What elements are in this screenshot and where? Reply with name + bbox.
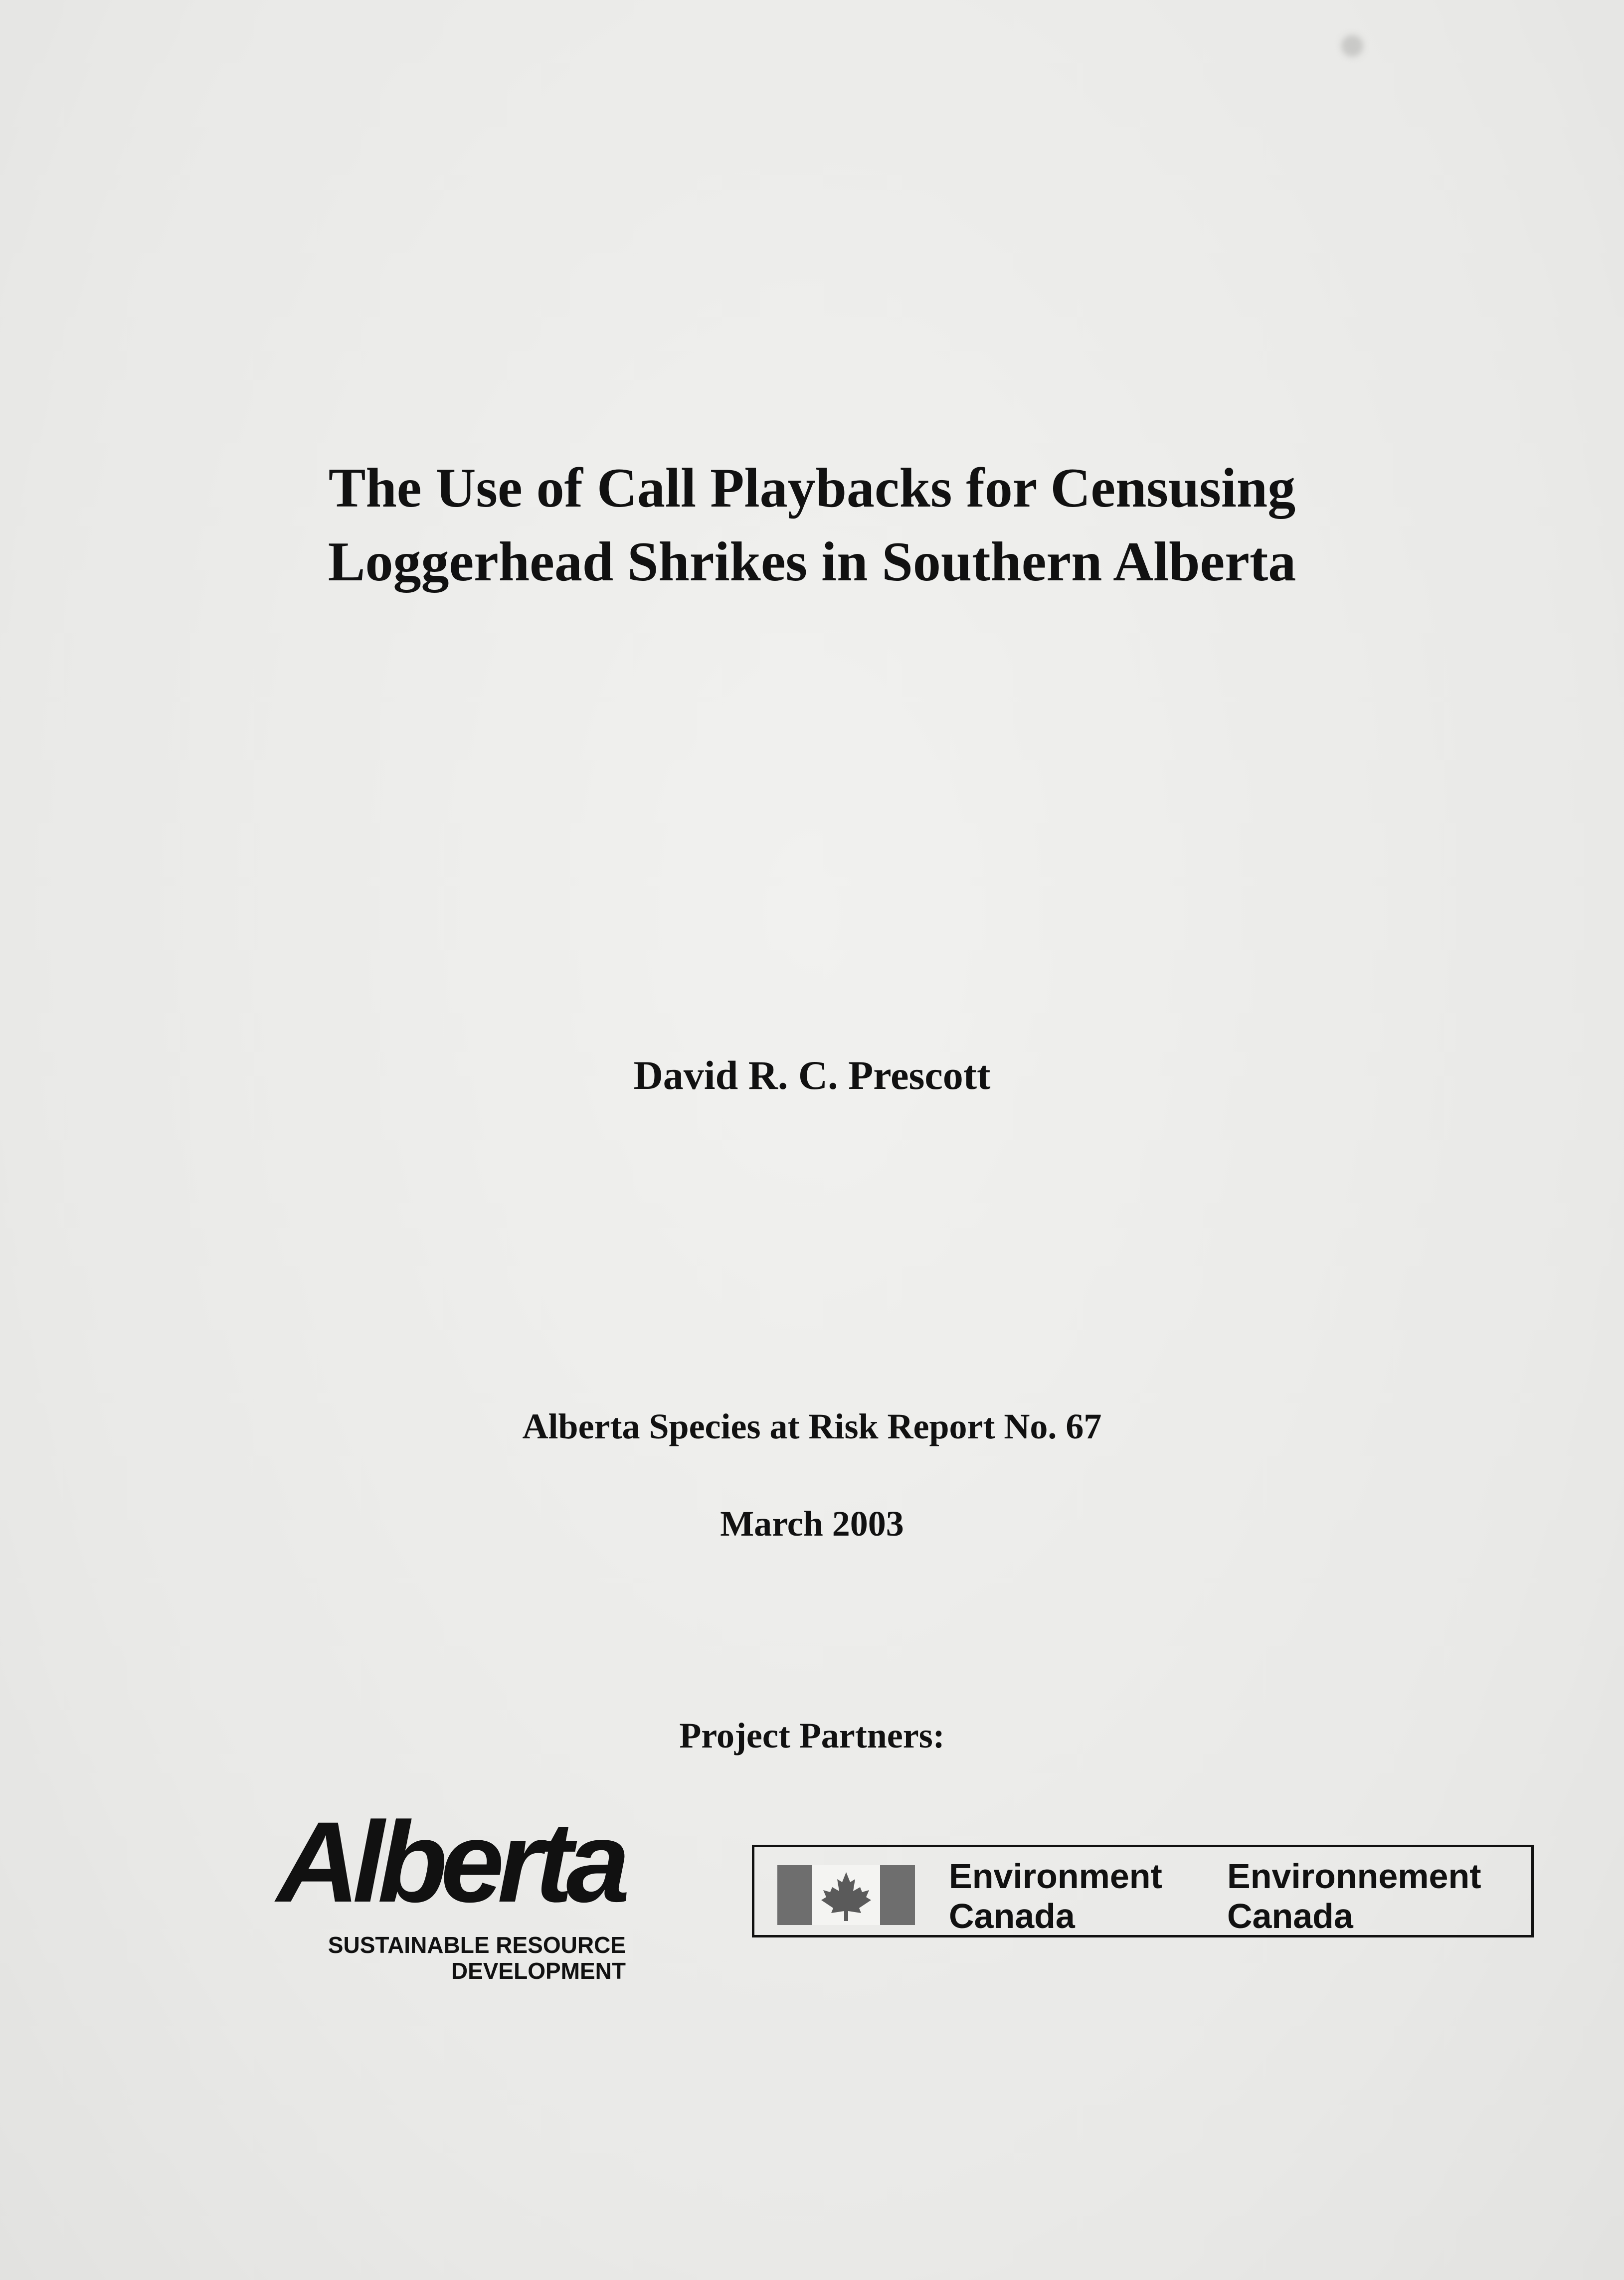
ec-french-line-2: Canada <box>1227 1897 1353 1935</box>
partners-heading: Project Partners: <box>679 1716 945 1755</box>
scan-speck <box>1341 35 1363 57</box>
alberta-logo <box>277 1798 626 1984</box>
publication-date: March 2003 <box>720 1504 904 1544</box>
alberta-subtitle-line-1: SUSTAINABLE RESOURCE <box>328 1932 626 1958</box>
ec-english-line-1: Environment <box>949 1857 1162 1896</box>
alberta-wordmark: Alberta <box>277 1798 623 1926</box>
author-name: David R. C. Prescott <box>633 1052 991 1098</box>
ec-english-line-2: Canada <box>949 1897 1075 1935</box>
ec-french-line-1: Environnement <box>1227 1857 1481 1896</box>
environment-canada-french <box>1227 1856 1481 1936</box>
report-title <box>0 451 1624 599</box>
report-series: Alberta Species at Risk Report No. 67 <box>522 1406 1102 1446</box>
alberta-subtitle <box>328 1932 626 1984</box>
title-line-2: Loggerhead Shrikes in Southern Alberta <box>328 531 1296 593</box>
alberta-subtitle-line-2: DEVELOPMENT <box>451 1958 626 1984</box>
environment-canada-english <box>949 1856 1162 1936</box>
canada-flag-icon <box>777 1865 915 1925</box>
title-line-1: The Use of Call Playbacks for Censusing <box>328 457 1296 519</box>
environment-canada-logo <box>752 1845 1534 1937</box>
